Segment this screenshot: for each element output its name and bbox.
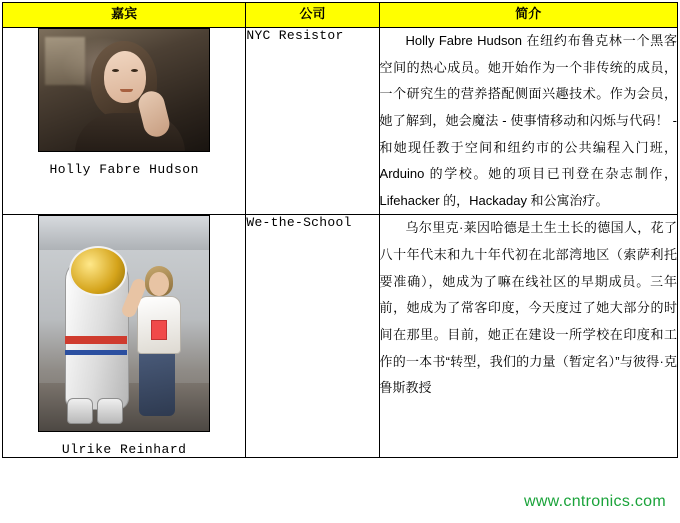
photo-boot-left xyxy=(67,398,93,424)
column-header-intro: 简介 xyxy=(379,3,677,28)
photo-background-window xyxy=(45,37,85,85)
column-header-company: 公司 xyxy=(246,3,379,28)
intro-cell xyxy=(379,215,677,458)
column-header-guest: 嘉宾 xyxy=(3,3,246,28)
company-cell: NYC Resistor xyxy=(246,28,379,215)
guest-name: Holly Fabre Hudson xyxy=(49,162,199,177)
intro-text: Holly Fabre Hudson 在纽约布鲁克林一个黑客空间的热心成员。她开始作为一个非传统的成员，一个研究生的营养搭配侧面兴趣技术。作为会员，她了解到，她会魔法 - 使事情移动和闪烁与代码！ - 和她现任教于空间和纽约市的公共编程入门班，Arduino 的学校。她的项目已刊登在杂志制作，Lifehacker 的，Hackaday 和公寓治疗。 xyxy=(379,33,677,208)
table-header-row xyxy=(3,3,678,28)
table-row xyxy=(3,28,678,215)
guest-photo xyxy=(38,215,210,432)
photo-mouth xyxy=(120,89,133,92)
guest-name: Ulrike Reinhard xyxy=(61,442,187,458)
table-row xyxy=(3,215,678,458)
company-cell: We-the-School xyxy=(246,215,379,458)
photo-person-legs xyxy=(139,350,175,416)
guest-cell xyxy=(3,215,246,458)
table-body xyxy=(3,28,678,458)
photo-banner xyxy=(39,216,209,250)
intro-text: 乌尔里克·莱因哈德是土生土长的德国人，花了八十年代末和九十年代初在北部湾地区（索萨利托要准确），她成为了嘛在线社区的早期成员。三年前，她成为了常客印度，今天度过了她大部分的时间在那里。目前，她正在建设一所学校在印度和工作的一本书“转型，我们的力量（暂定名）”与彼得·克鲁斯教授 xyxy=(379,220,677,396)
table-header xyxy=(3,3,678,28)
photo-person-badge xyxy=(151,320,167,340)
intro-cell xyxy=(379,28,677,215)
guest-table xyxy=(2,2,678,458)
photo-face-shape xyxy=(104,51,146,103)
watermark: www.cntronics.com xyxy=(523,493,666,510)
guest-cell xyxy=(3,28,246,215)
photo-suit-stripe-red xyxy=(65,336,127,344)
guest-photo xyxy=(38,28,210,152)
photo-boot-right xyxy=(97,398,123,424)
photo-suit-stripe-blue xyxy=(65,350,127,355)
